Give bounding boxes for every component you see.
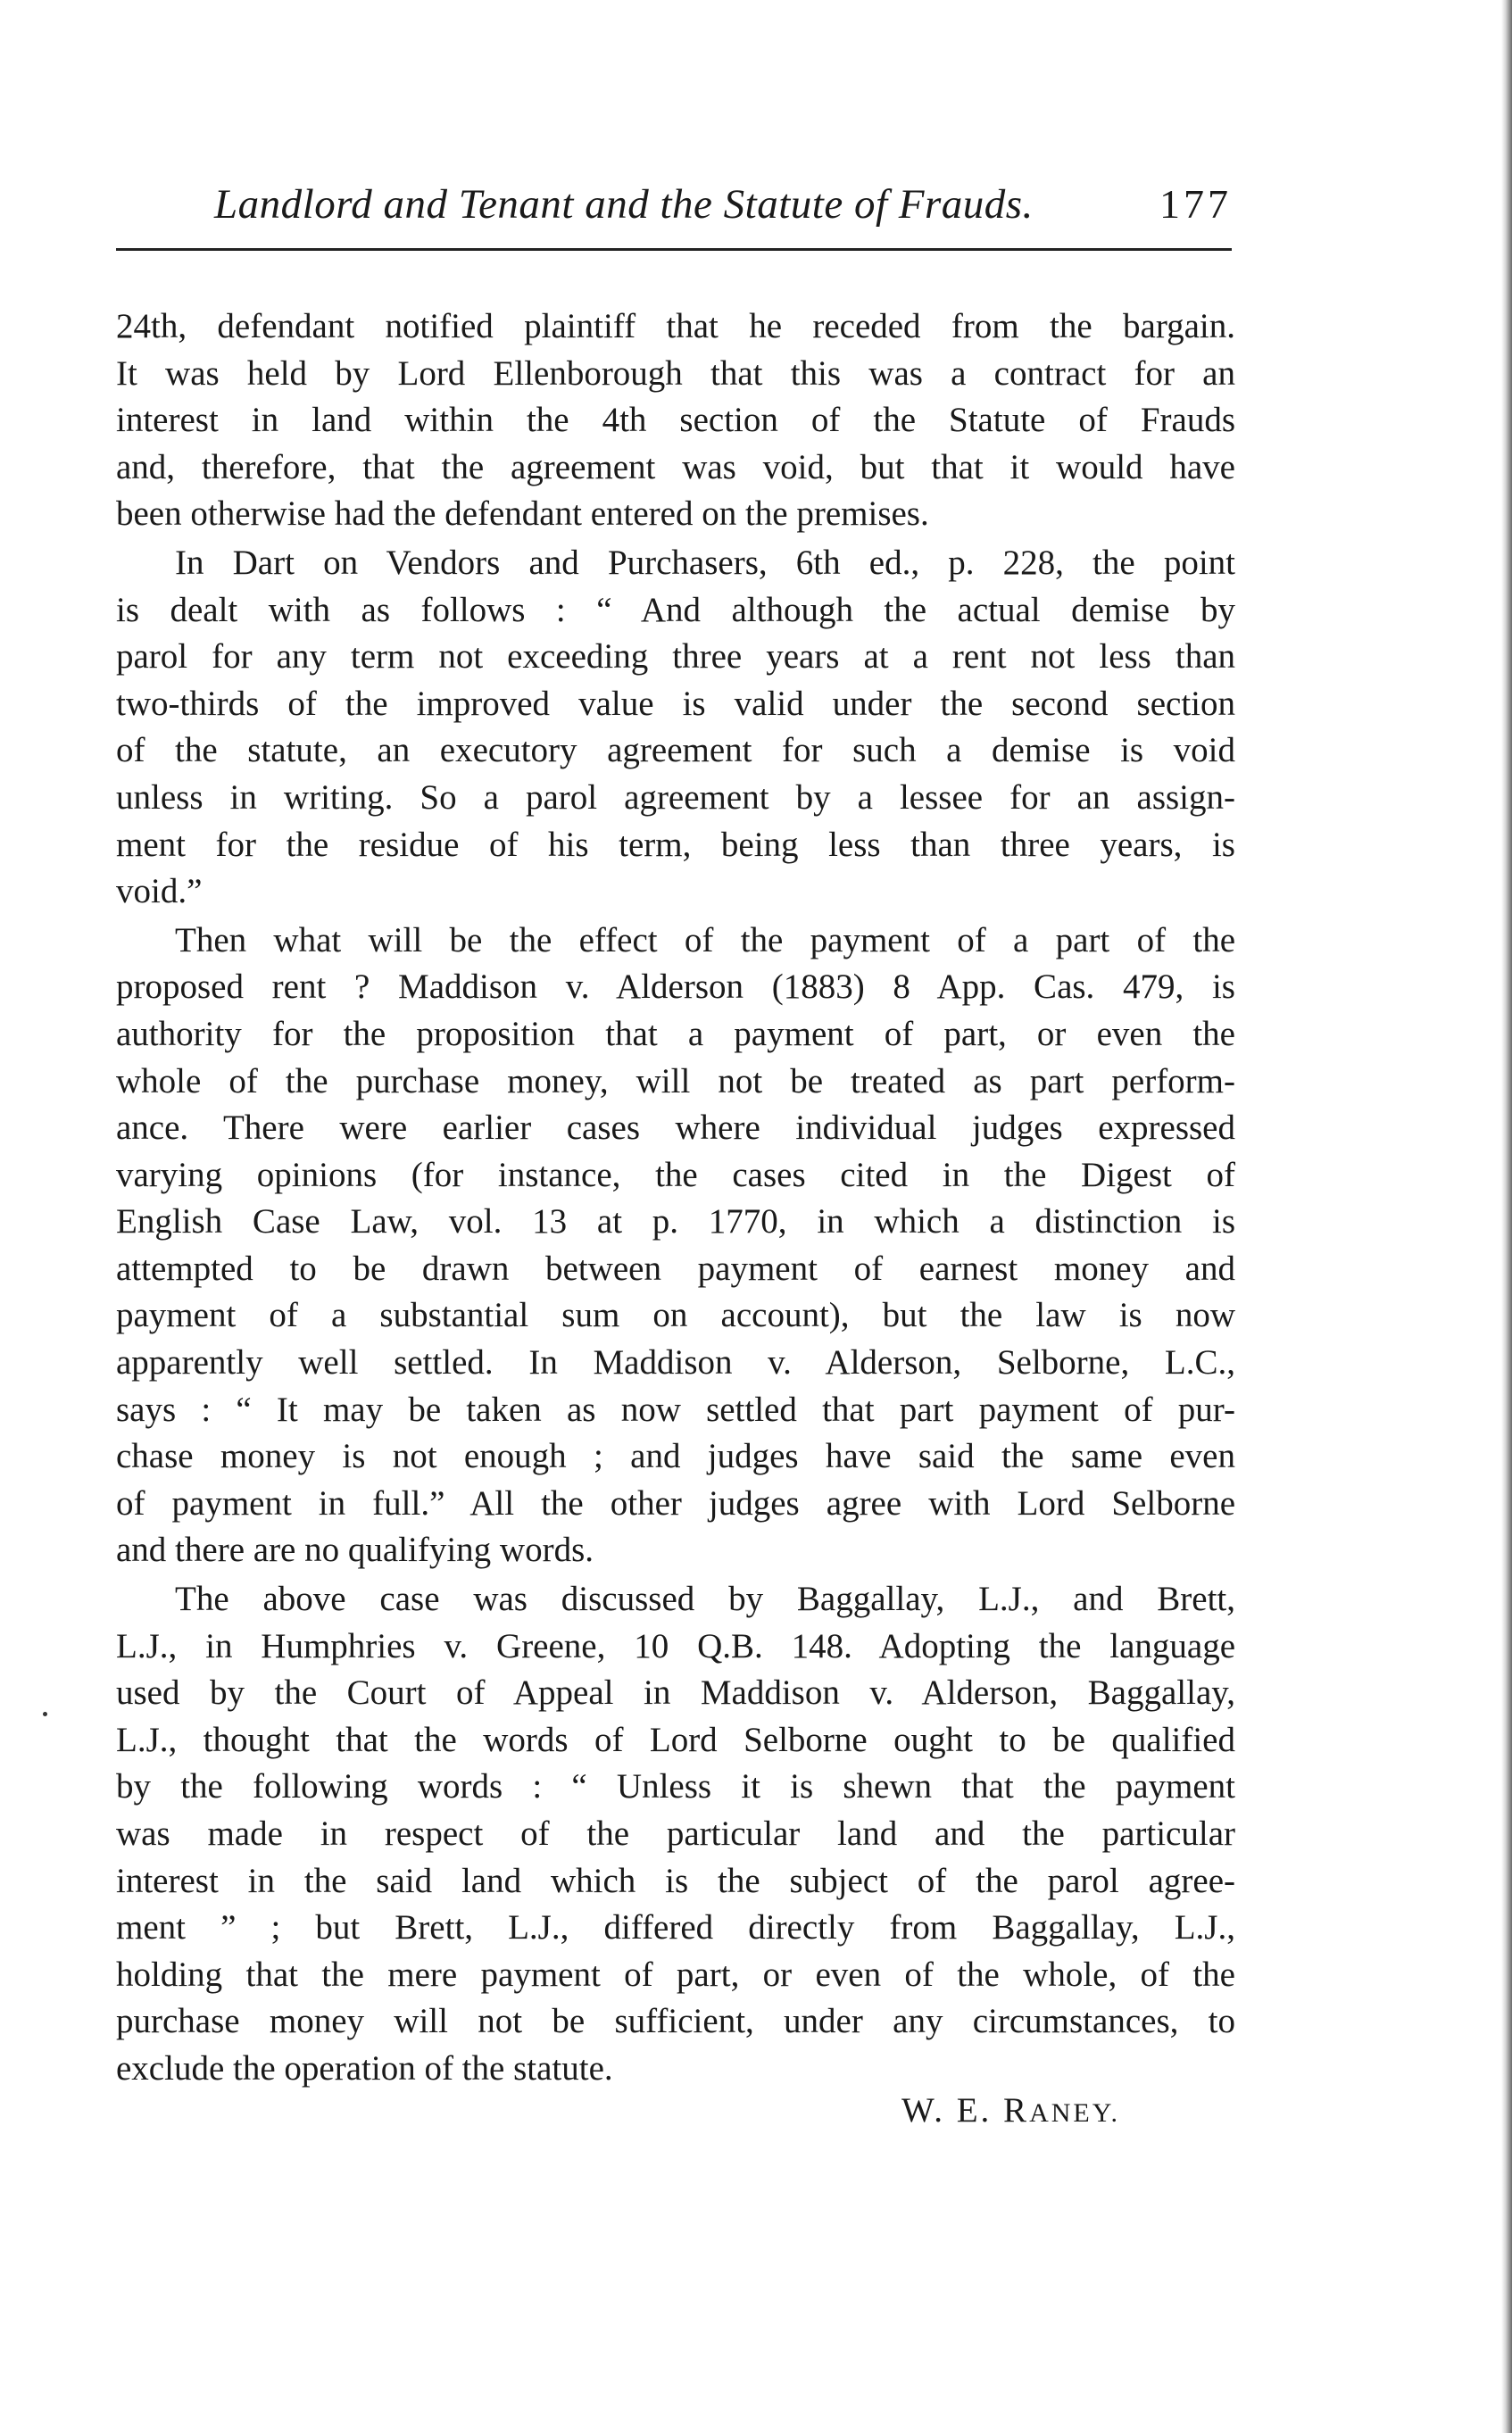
- page-number: 177: [1159, 181, 1232, 227]
- page-header: [116, 175, 1232, 246]
- text-line: holding that the mere payment of part, or even of the whole, of the: [116, 1955, 1235, 1994]
- paragraph: [116, 1576, 1235, 2093]
- text-line: ance. There were earlier cases where individual judges expressed: [116, 1109, 1235, 1148]
- text-line: payment of a substantial sum on account), but the law is now: [116, 1296, 1235, 1335]
- author-signature: [901, 2090, 1120, 2130]
- text-line: ment ” ; but Brett, L.J., differed directly from Baggallay, L.J.,: [116, 1908, 1235, 1947]
- paragraph: [116, 918, 1235, 1574]
- text-line: interest in land within the 4th section of the Statute of Frauds: [116, 401, 1235, 440]
- text-line: L.J., thought that the words of Lord Selborne ought to be qualified: [116, 1720, 1235, 1759]
- paragraph: [116, 540, 1235, 916]
- text-line: used by the Court of Appeal in Maddison v. Alderson, Baggallay,: [116, 1673, 1235, 1713]
- text-line: apparently well settled. In Maddison v. Alderson, Selborne, L.C.,: [116, 1343, 1235, 1383]
- text-line: attempted to be drawn between payment of earnest money and: [116, 1249, 1235, 1288]
- text-line: It was held by Lord Ellenborough that this was a contract for an: [116, 353, 1235, 393]
- text-line: In Dart on Vendors and Purchasers, 6th ed., p. 228, the point: [175, 543, 1235, 582]
- text-line: exclude the operation of the statute.: [116, 2048, 613, 2088]
- page-edge-shadow: [1501, 0, 1512, 2433]
- text-line: and there are no qualifying words.: [116, 1531, 594, 1570]
- text-line: been otherwise had the defendant entered on the premises.: [116, 494, 929, 534]
- running-head: Landlord and Tenant and the Statute of Frauds.: [214, 181, 1034, 228]
- stray-ink-mark: [43, 1712, 47, 1716]
- text-line: two-thirds of the improved value is valid under the second section: [116, 684, 1235, 723]
- text-line: purchase money will not be sufficient, under any circumstances, to: [116, 2002, 1235, 2041]
- text-line: varying opinions (for instance, the cases cited in the Digest of: [116, 1155, 1235, 1194]
- text-line: of payment in full.” All the other judges agree with Lord Selborne: [116, 1483, 1235, 1523]
- text-line: English Case Law, vol. 13 at p. 1770, in which a distinction is: [116, 1202, 1235, 1241]
- text-line: and, therefore, that the agreement was void, but that it would have: [116, 447, 1235, 486]
- signature-initials: W. E. R: [901, 2091, 1030, 2130]
- text-line: The above case was discussed by Baggallay, L.J., and Brett,: [175, 1580, 1235, 1619]
- text-line: L.J., in Humphries v. Greene, 10 Q.B. 148. Adopting the language: [116, 1626, 1235, 1665]
- text-line: authority for the proposition that a payment of part, or even the: [116, 1014, 1235, 1053]
- signature-surname-rest: ANEY.: [1029, 2098, 1121, 2128]
- text-line: chase money is not enough ; and judges have said the same even: [116, 1437, 1235, 1476]
- text-line: of the statute, an executory agreement for such a demise is void: [116, 731, 1235, 770]
- text-line: unless in writing. So a parol agreement by a lessee for an assign-: [116, 777, 1235, 817]
- text-line: was made in respect of the particular land and the particular: [116, 1814, 1235, 1853]
- text-line: void.”: [116, 872, 203, 911]
- header-rule: [116, 248, 1232, 251]
- text-line: interest in the said land which is the subject of the parol agree-: [116, 1861, 1235, 1900]
- text-line: is dealt with as follows : “ And although the actual demise by: [116, 590, 1235, 629]
- text-line: ment for the residue of his term, being less than three years, is: [116, 825, 1235, 864]
- text-line: 24th, defendant notified plaintiff that he receded from the bargain.: [116, 307, 1235, 345]
- text-line: proposed rent ? Maddison v. Alderson (1883) 8 App. Cas. 479, is: [116, 967, 1235, 1007]
- text-line: parol for any term not exceeding three years at a rent not less than: [116, 637, 1235, 677]
- text-line: says : “ It may be taken as now settled that part payment of pur-: [116, 1390, 1235, 1429]
- paragraph: [116, 303, 1235, 538]
- text-line: by the following words : “ Unless it is shewn that the payment: [116, 1767, 1235, 1806]
- text-line: whole of the purchase money, will not be treated as part perform-: [116, 1061, 1235, 1100]
- article-body: [116, 303, 1235, 2095]
- text-line: Then what will be the effect of the payment of a part of the: [175, 920, 1235, 959]
